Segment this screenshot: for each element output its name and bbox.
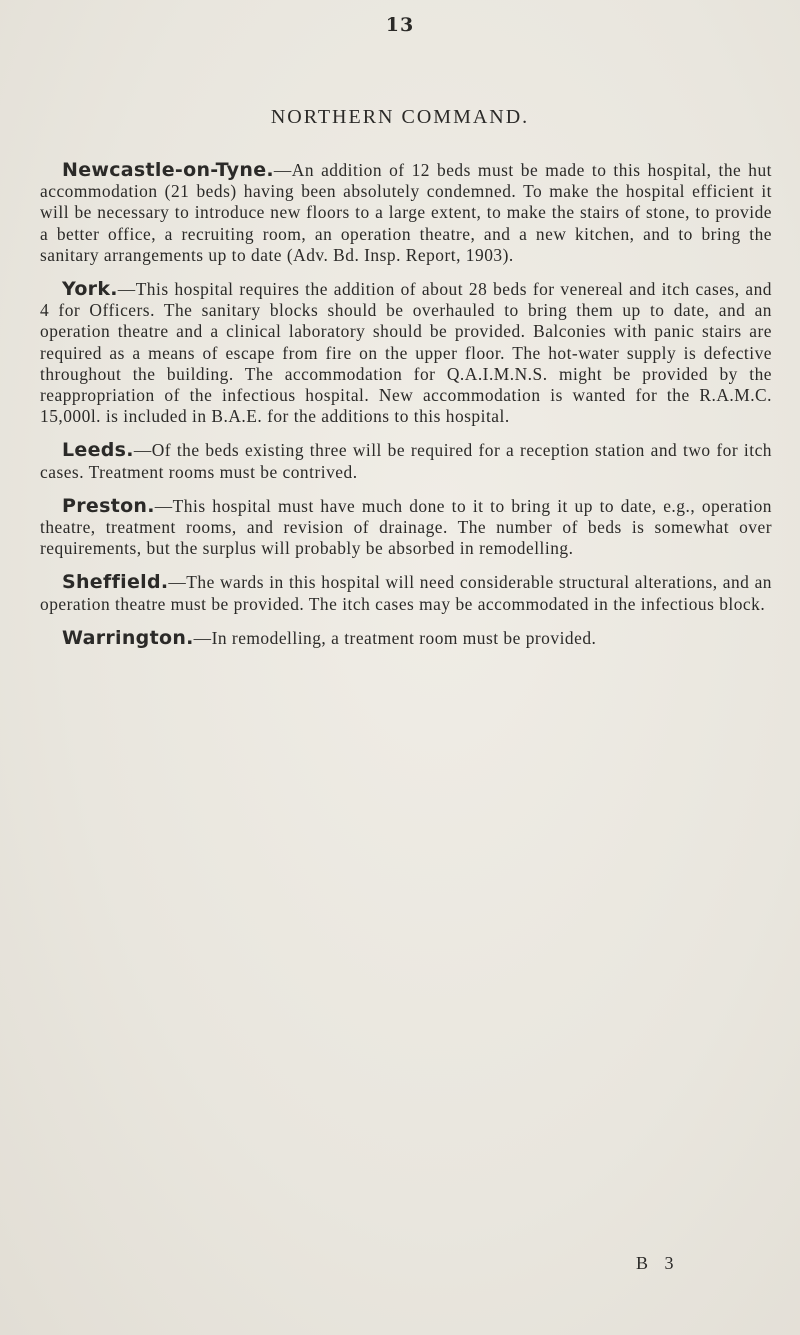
- paragraph-text: —Of the beds existing three will be required for a reception station and two for itch cases. Treatment rooms must be contrived.: [40, 440, 772, 482]
- signature-mark: B 3: [636, 1253, 680, 1273]
- page-number: 13: [385, 14, 415, 36]
- place-name: Warrington.: [62, 626, 194, 649]
- paragraph-sheffield: [40, 572, 772, 614]
- place-name: Sheffield.: [62, 571, 169, 594]
- paragraph-text: —This hospital requires the addition of about 28 beds for venereal and itch cases, and 4 for Officers. The sanitary blocks should be overhauled to bring them up to date, and an operation theatre and a clinical laboratory should be provided. Balconies with panic stairs are required as a means of escape from fire on the upper floor. The hot-water supply is defective throughout the building. The accommodation for Q.A.I.M.N.S. might be provided by the reappropriation of the infectious hospital. New accommodation is wanted for the R.A.M.C. 15,000l. is included in B.A.E. for the additions to this hospital.: [40, 279, 772, 427]
- paragraph-text: —An addition of 12 beds must be made to this hospital, the hut accommodation (21 beds) having been absolutely condemned. To make the hospital efficient it will be necessary to introduce new floors to a large extent, to make the stairs of stone, to provide a better office, a recruiting room, an operation theatre, and a new kitchen, and to bring the sanitary arrangements up to date (Adv. Bd. Insp. Report, 1903).: [40, 160, 772, 265]
- paragraph-preston: [40, 496, 772, 560]
- paragraph-newcastle: [40, 160, 772, 266]
- paragraph-york: [40, 279, 772, 427]
- place-name: Preston.: [62, 494, 155, 517]
- place-name: Newcastle-on-Tyne.: [62, 159, 274, 181]
- paragraph-text: —The wards in this hospital will need considerable structural alterations, and an operation theatre must be provided. The itch cases may be accommodated in the infectious block.: [40, 572, 772, 614]
- paragraph-text: —In remodelling, a treatment room must be provided.: [193, 627, 597, 648]
- place-name: Leeds.: [62, 439, 134, 462]
- section-heading: NORTHERN COMMAND.: [270, 106, 530, 128]
- paragraph-warrington: [40, 628, 772, 649]
- paragraph-leeds: [40, 440, 772, 482]
- body-text: [40, 160, 772, 662]
- paragraph-text: —This hospital must have much done to it to bring it up to date, e.g., operation theatre, treatment rooms, and revision of drainage. The number of beds is somewhat over requirements, but the surplus will probably be absorbed in remodelling.: [40, 495, 772, 559]
- place-name: York.: [62, 278, 118, 301]
